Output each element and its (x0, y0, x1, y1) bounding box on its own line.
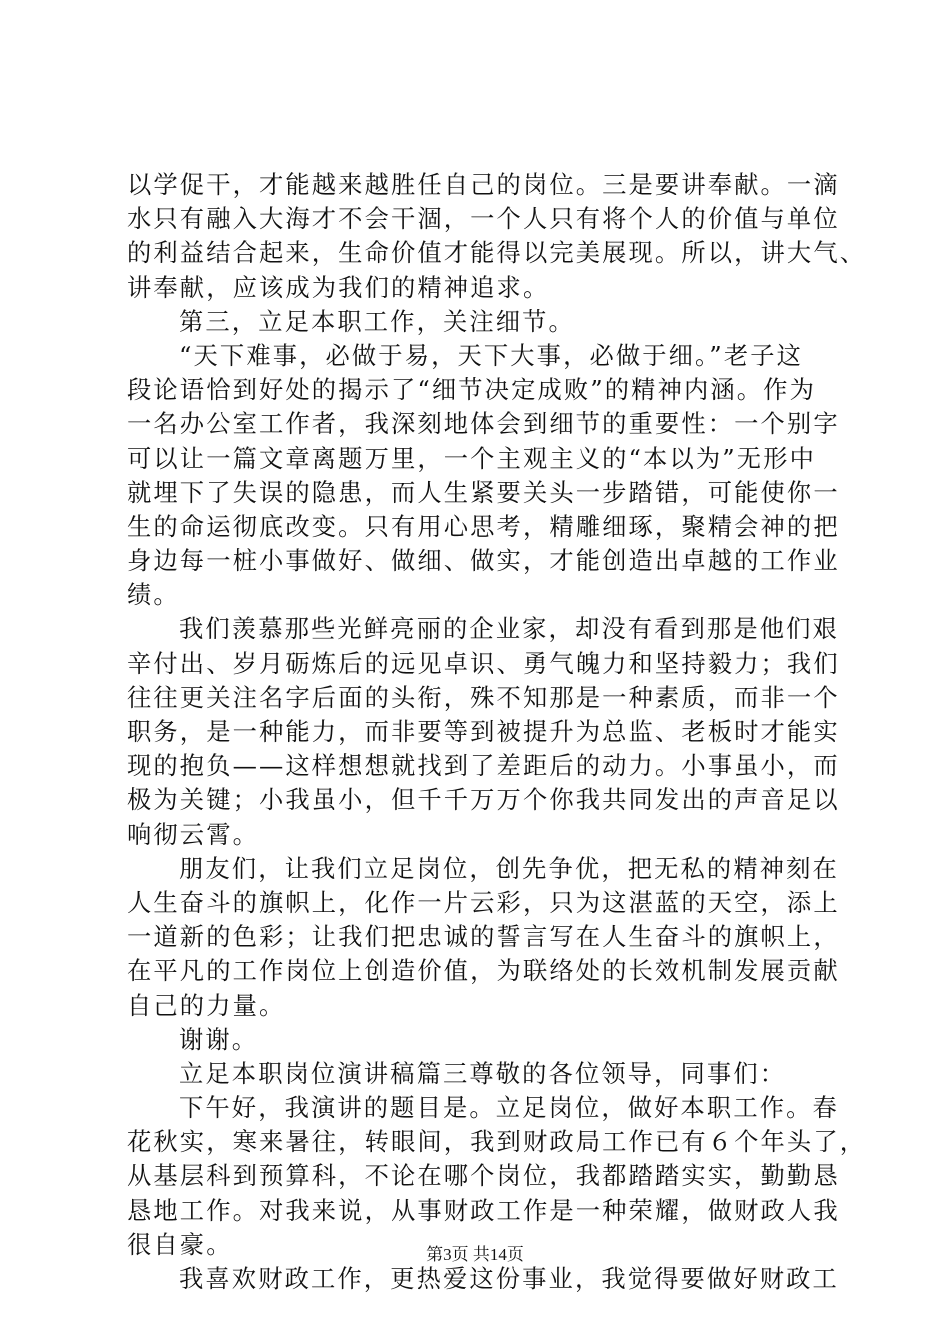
text-line: 很自豪。 (127, 1229, 233, 1259)
text-line: 的利益结合起来，生命价值才能得以完美展现。所以，讲大气、 (127, 238, 867, 268)
text-line: 自己的力量。 (127, 990, 286, 1020)
text-line: 水只有融入大海才不会干涸，一个人只有将个人的价值与单位 (127, 204, 840, 234)
body-text (127, 168, 867, 1296)
text-line: 在平凡的工作岗位上创造价值，为联络处的长效机制发展贡献 (127, 956, 840, 986)
text-line: 往往更关注名字后面的头衔，殊不知那是一种素质，而非一个 (127, 682, 840, 712)
text-line: 我喜欢财政工作，更热爱这份事业，我觉得要做好财政工 (179, 1264, 839, 1293)
text-line: 我们羡慕那些光鲜亮丽的企业家，却没有看到那是他们艰 (179, 614, 839, 644)
text-line: 身边每一桩小事做好、做细、做实，才能创造出卓越的工作业 (127, 546, 840, 576)
text-line: 极为关键；小我虽小，但千千万万个你我共同发出的声音足以 (127, 785, 840, 815)
text-line: 从基层科到预算科，不论在哪个岗位，我都踏踏实实，勤勤恳 (127, 1161, 840, 1191)
text-line: 就埋下了失误的隐患，而人生紧要关头一步踏错，可能使你一 (127, 477, 840, 507)
text-line: “天下难事，必做于易，天下大事，必做于细。”老子这 (179, 340, 804, 370)
text-line: 立足本职岗位演讲稿篇三尊敬的各位领导，同事们： (179, 1058, 787, 1088)
text-line: 可以让一篇文章离题万里，一个主观主义的“本以为”无形中 (127, 443, 816, 473)
text-line: 一名办公室工作者，我深刻地体会到细节的重要性：一个别字 (127, 409, 840, 439)
text-line: 花秋实，寒来暑往，转眼间，我到财政局工作已有６个年头了， (127, 1127, 867, 1157)
text-line: 讲奉献，应该成为我们的精神追求。 (127, 272, 550, 302)
text-line: 一道新的色彩；让我们把忠诚的誓言写在人生奋斗的旗帜上， (127, 922, 840, 952)
text-line: 下午好，我演讲的题目是。立足岗位，做好本职工作。春 (179, 1093, 839, 1123)
text-line: 绩。 (127, 580, 180, 610)
text-line: 恳地工作。对我来说，从事财政工作是一种荣耀，做财政人我 (127, 1195, 840, 1225)
text-line: 响彻云霄。 (127, 819, 259, 849)
text-line: 第三，立足本职工作，关注细节。 (179, 306, 575, 336)
text-line: 以学促干，才能越来越胜任自己的岗位。三是要讲奉献。一滴 (127, 170, 840, 199)
text-line: 职务，是一种能力，而非要等到被提升为总监、老板时才能实 (127, 717, 840, 746)
text-line: 生的命运彻底改变。只有用心思考，精雕细琢，聚精会神的把 (127, 511, 840, 541)
text-line: 朋友们，让我们立足岗位，创先争优，把无私的精神刻在 (179, 853, 839, 883)
text-line: 段论语恰到好处的揭示了“细节决定成败”的精神内涵。作为 (127, 375, 816, 405)
text-line: 谢谢。 (179, 1024, 259, 1054)
text-line: 现的抱负——这样想想就找到了差距后的动力。小事虽小，而 (127, 751, 840, 781)
page-footer: 第3页 共14页 (426, 1245, 524, 1264)
text-line: 辛付出、岁月砺炼后的远见卓识、勇气魄力和坚持毅力；我们 (127, 648, 840, 678)
text-line: 人生奋斗的旗帜上，化作一片云彩，只为这湛蓝的天空，添上 (127, 887, 840, 917)
